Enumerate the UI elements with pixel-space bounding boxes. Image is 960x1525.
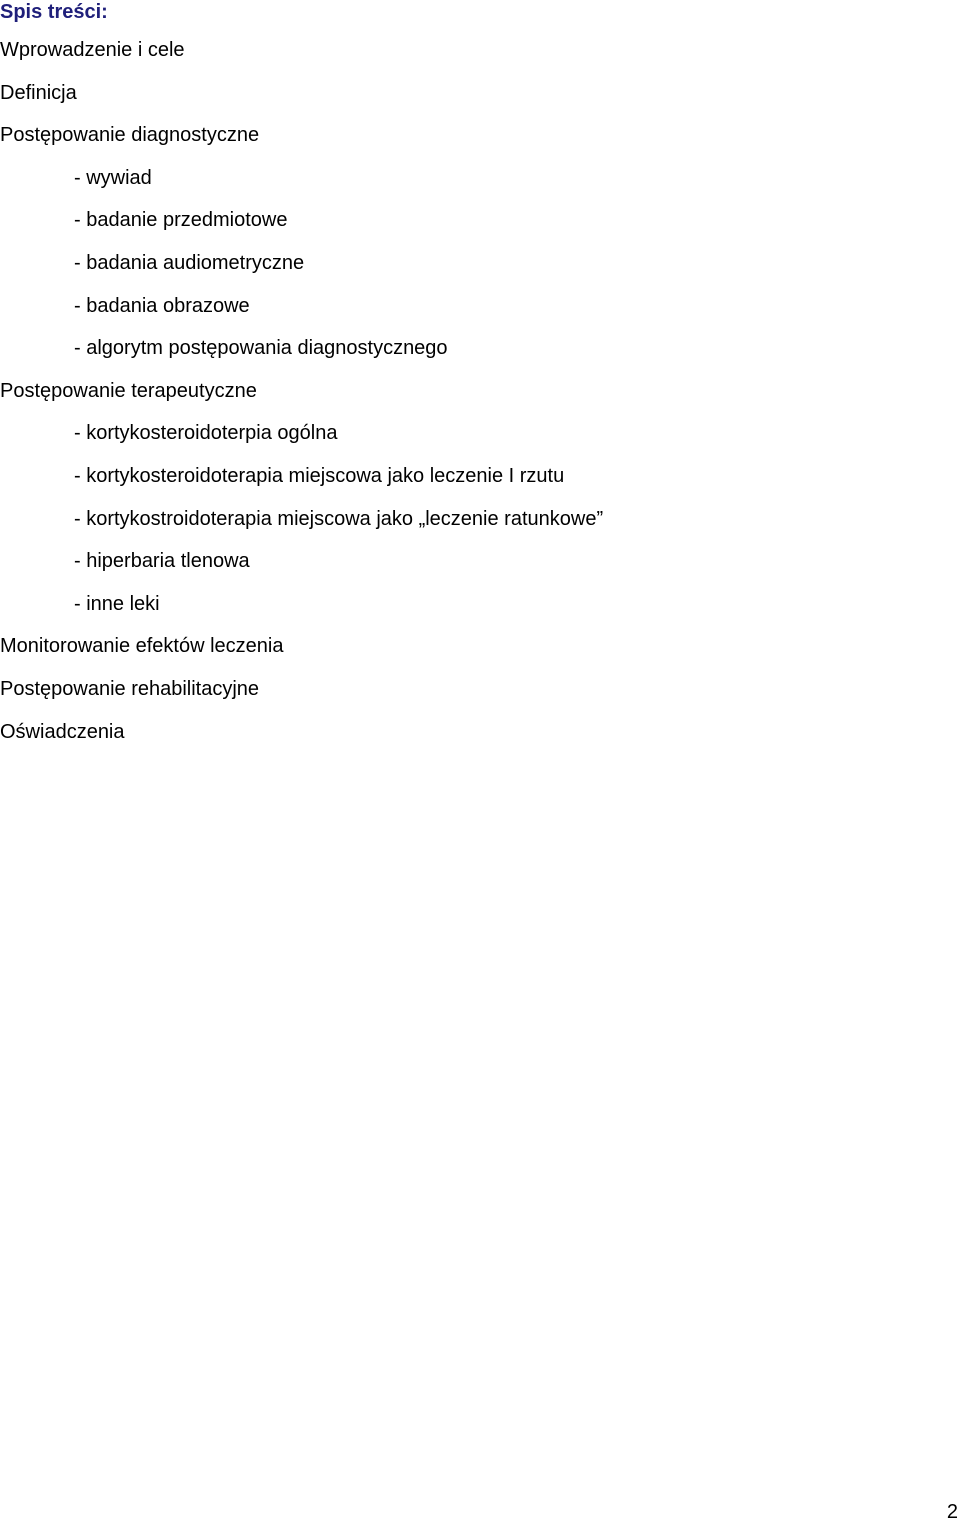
page-number: 2 — [946, 1501, 958, 1523]
toc-item-postepowanie-diagnostyczne: Postępowanie diagnostyczne — [0, 124, 260, 147]
toc-subitem-kortykosteroidoterapia-ogolna: - kortykosteroidoterpia ogólna — [74, 422, 338, 445]
toc-item-postepowanie-terapeutyczne: Postępowanie terapeutyczne — [0, 379, 257, 402]
toc-subitem-algorytm: - algorytm postępowania diagnostycznego — [74, 337, 448, 360]
toc-subitem-hiperbaria-tlenowa: - hiperbaria tlenowa — [74, 550, 250, 573]
toc-item-monitorowanie: Monitorowanie efektów leczenia — [0, 635, 284, 658]
toc-subitem-badania-audiometryczne: - badania audiometryczne — [74, 251, 305, 274]
toc-item-definicja: Definicja — [0, 81, 77, 104]
toc-subitem-inne-leki: - inne leki — [74, 592, 160, 615]
toc-subitem-badania-obrazowe: - badania obrazowe — [74, 294, 250, 317]
toc-subitem-kortykosteroidoterapia-miejscowa-i-rzutu: - kortykosteroidoterapia miejscowa jako leczenie I rzutu — [74, 464, 565, 487]
toc-title: Spis treści: — [0, 1, 108, 23]
toc-item-postepowanie-rehabilitacyjne: Postępowanie rehabilitacyjne — [0, 677, 260, 700]
toc-item-wprowadzenie: Wprowadzenie i cele — [0, 39, 185, 61]
toc-item-oswiadczenia: Oświadczenia — [0, 720, 125, 743]
toc-list — [0, 38, 603, 762]
toc-subitem-wywiad: - wywiad — [74, 166, 152, 189]
toc-subitem-kortykosteroidoterapia-ratunkowa: - kortykostroidoterapia miejscowa jako „leczenie ratunkowe” — [74, 507, 604, 530]
toc-subitem-badanie-przedmiotowe: - badanie przedmiotowe — [74, 209, 288, 232]
